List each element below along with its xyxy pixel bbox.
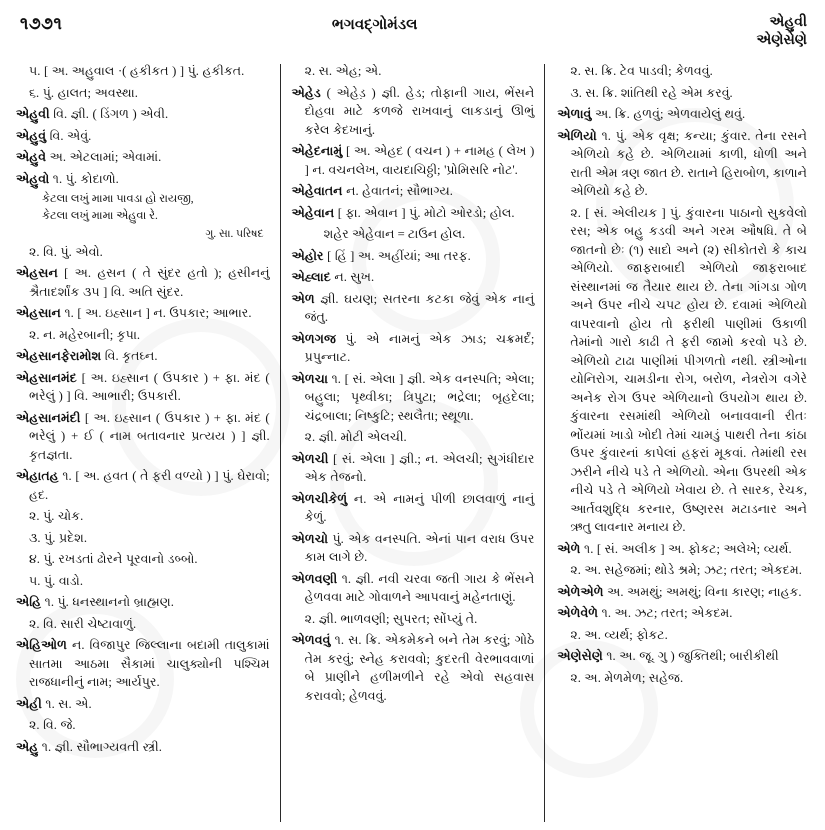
entry-sense: ૩. પું. પ્રદેશ. (29, 530, 88, 545)
dictionary-entry (557, 604, 807, 623)
dictionary-entry (16, 170, 270, 189)
entry-definition: ન. વિજાપુર જિલ્લાના બદામી તાલુકામાં સાતમા આઠમા સૈકામાં ચાલુક્યોની પશ્ચિમ રાજધાનીનું નામ; આર્યપુર. (29, 638, 270, 690)
entry-definition: અ. એટલામાં; એવામાં. (46, 150, 162, 164)
entry-headword: એહુવે (16, 150, 47, 164)
entry-headword: એળિયો (557, 128, 597, 143)
entry-headword: એહુવો (16, 171, 50, 186)
dictionary-entry (16, 467, 270, 504)
entry-headword: એળચીકેળું (291, 491, 348, 506)
entry-headword: એળચા (291, 371, 328, 386)
entry-definition: ૧. જ્ઞી. સૌભાગ્યવતી સ્ત્રી. (38, 739, 162, 754)
entry-headword: એહેવાતન (291, 184, 343, 198)
citation-source: ગુ. સા. પરિષદ (205, 228, 264, 241)
entry-headword: એહુ (16, 739, 39, 754)
entry-definition: અ. ક્રિ. હળવું; એળવાયેલું થવું. (591, 107, 746, 121)
entry-headword: એળે (557, 541, 581, 556)
entry-example: શહેર એહેવાન = ટાઉન હોલ. (323, 227, 466, 241)
dictionary-entry (292, 142, 535, 179)
dictionary-entry (16, 264, 270, 301)
dictionary-entry (557, 647, 807, 666)
entry-definition: ન. સુખ. (330, 270, 375, 284)
entry-definition: ૧. [ અ. ઇહ્સાન ] ન. ઉપકાર; આભાર. (60, 306, 252, 321)
entry-sense: ૨. જ્ઞી. ભાળવણી; સુપરત; સોંપ્યું તે. (304, 611, 478, 626)
dictionary-entry (16, 369, 270, 406)
dictionary-entry (16, 738, 270, 757)
entry-headword: એણેસેણે (557, 649, 603, 663)
entry-sense: ૨. સ. ક્રિ. ટેવ પાડવી; કેળવવું. (570, 64, 713, 78)
dictionary-entry (557, 583, 807, 602)
book-title: ભગવદ્ગોમંડલ (331, 17, 418, 33)
entry-sense: ૩. સ. ક્રિ. શાંતિથી રહે એમ કરવું. (570, 85, 733, 100)
entry-definition: ( એહેડ઼ ) જ્ઞી. હેડ; તોફાની ગાય, ભેંસને દોહવા માટે કળજે રાખવાનું લાકડાનું ઊભું કરેલ કેદખાનું. (304, 85, 535, 137)
entry-headword: એહુવી (16, 107, 50, 121)
entry-sense: ૨. વિ. સારી ચેષ્ટાવાળું. (29, 616, 137, 631)
folio-number: ૧૭૭૧ (20, 14, 63, 33)
entry-sense: ૨. ન. મહેરબાની; કૃપા. (29, 327, 141, 342)
entry-definition: ૧. અ. જૂ. ગુ ) જુક્તિથી; બારીકીથી (602, 649, 779, 663)
entry-sense: ૪. પું. રખડતાં ઢોરને પૂરવાનો ડબ્બો. (29, 552, 198, 567)
entry-definition: વિ. જ્ઞી. ( ડિંગળ ) એવી. (49, 107, 169, 121)
dictionary-entry (16, 695, 270, 714)
entry-definition: ૧. અ. ઝટ; તરત; એકદમ. (598, 606, 733, 620)
entry-sense: ૨. પું. ચોક. (29, 509, 84, 524)
entry-headword: એળ (291, 291, 315, 306)
dictionary-entry (292, 370, 535, 426)
dictionary-entry (292, 268, 535, 287)
dictionary-entry (16, 636, 270, 692)
entry-headword: એળચો (291, 531, 328, 546)
entry-definition: [ અ. એહદ ( વચન ) + નામહ ( લેખ ) ] ન. વચનલેખ, વાયદાચિઠ્ઠી; 'પ્રોમિસરિ નોટ'. (304, 144, 535, 177)
entry-definition: ૧. પું. એક વૃક્ષ; કન્યા; કુંવાર. તેના રસને એળિયો કહે છે. એળિયામાં કાળી, ધોળી અને રાતી એમ ત્રણ જાત છે. રાતાને હિરાબોળ, કાળાને એળિયો કહે છે. (570, 128, 807, 198)
entry-definition: [ અ. ઇહ્સાન ( ઉપકાર ) + ફા. મંદ ( ભરેલું ) + ઈ ( નામ બતાવનાર પ્રત્યય ) ] જ્ઞી. કૃતજ્ઞતા. (29, 410, 270, 462)
entry-definition: પું. એક વનસ્પતિ. એનાં પાન વરાધ ઉપર કામ લાગે છે. (304, 531, 535, 564)
dictionary-entry (16, 148, 270, 167)
dictionary-entry (292, 204, 535, 223)
entry-sense: ૨. અ. સહેજમાં; થોડે શ્રમે; ઝટ; તરત; એકદમ. (570, 563, 802, 577)
entry-definition: ન. એ નામનું પીળી છાલવાળું નાનું કેળું. (304, 491, 535, 524)
entry-headword: એહસાનમંદી (16, 410, 81, 425)
dictionary-entry (557, 540, 807, 559)
dictionary-entry (557, 105, 807, 124)
entry-sense: ૨. અ. વ્યર્થ; ફોકટ. (570, 627, 668, 642)
citation-line: કેટલા લખું મામા એહુવા રે. (42, 210, 158, 223)
entry-definition: [ હિં ] અ. અહીંયાં; આ તરફ. (323, 248, 471, 263)
entry-definition: ૧. [ અ. હવત ( તે ફરી વળ્યો ) ] પું. ઘેરાવો; હદ. (29, 469, 270, 502)
dictionary-entry (292, 570, 535, 607)
entry-headword: એહિ (16, 595, 42, 610)
entry-headword: એહેવાન (291, 205, 335, 220)
dictionary-entry (292, 450, 535, 487)
entry-definition: ૧. [ સં. એલા ] જ્ઞી. એક વનસ્પતિ; એલા; બહુલા; પૃથ્વીકા; ત્રિપુટા; ભદ્રેલા; બૃહદેલા; ચંદ્રબાલા; નિષ્કુટિ; સ્થલૈતા; સ્થૂળા. (304, 371, 535, 423)
guide-word-first: એહુવી (769, 15, 807, 30)
entry-definition: ૧. જ્ઞી. નવી ચરવા જતી ગાય કે ભેંસને હેળવવા માટે ગોવાળને આપવાનું મહેનતાણું. (304, 571, 535, 604)
dictionary-entry (292, 182, 535, 201)
text-column-1 (16, 62, 280, 824)
entry-definition: ન. હેવાતનં; સૌભાગ્ય. (342, 184, 453, 198)
entry-headword: એહેડ (291, 85, 321, 100)
dictionary-entry (292, 631, 535, 705)
entry-definition: અ. અમથું; અમથું; વિના કારણ; નાહક. (603, 584, 802, 599)
entry-headword: એહસાનફેરામોશ (16, 349, 102, 364)
text-column-3 (545, 62, 809, 824)
text-column-2 (281, 62, 545, 824)
running-head (16, 14, 809, 58)
entry-headword: એળચી (291, 451, 329, 466)
entry-definition: [ અ. ઇહ્સાન ( ઉપકાર ) + ફા. મંદ ( ભરેલું ) ] વિ. આભારી; ઉપકારી. (29, 370, 270, 404)
entry-definition: [ ફા. એવાન ] પું. મોટો ઓરડો; હોલ. (334, 205, 515, 220)
entry-headword: એહુવું (16, 128, 47, 143)
entry-sense: ૨. વિ. જે. (29, 718, 76, 733)
entry-definition: ૧. પું. ધનસ્થાનનો બ્રાહ્મણ. (41, 595, 174, 610)
dictionary-entry (292, 490, 535, 527)
citation-line: કેટલા લખું મામા પાવડા હો રાયજી, (42, 193, 194, 205)
entry-headword: એહેદનામું (291, 144, 343, 158)
dictionary-entry (16, 304, 270, 323)
guide-words (687, 14, 809, 49)
entry-definition: ૧. સ. એ. (41, 696, 92, 711)
entry-sense: ૨. અ. મેળમેળ; સહેજ. (570, 670, 684, 685)
entry-headword: એળાવું (557, 107, 592, 121)
entry-definition: વિ. કૃતઘ્ન. (101, 349, 158, 364)
entry-citation (16, 191, 270, 243)
entry-headword: એળેવેળે (557, 606, 599, 620)
entry-sense: ૨. જ્ઞી. મોટી એલચી. (304, 430, 407, 444)
entry-definition: [ સં. એલા ] જ્ઞી.; ન. એલચી; સુગંધીદાર એક તેજનો. (304, 451, 535, 484)
dictionary-entry (292, 330, 535, 367)
dictionary-entry (16, 593, 270, 612)
entry-sense: ૫. [ અ. અહુવાલ ·( હકીકત ) ] પું. હકીકત. (29, 64, 245, 78)
dictionary-entry (16, 105, 270, 124)
entry-sense: ૨. [ સં. એલીયક ] પું. કુંવારના પાઠાનો સુકવેલો રસ; એક બહુ કડવી અને ગરમ ઔષધિ. તે બે જાતનો છેઃ (૧) સાદો અને (૨) સીકોતરો કે કાચ એળિયો. જાફરાબાદી એળિયો જાફરાબાદ સંસ્થાનમાં જ તૈયાર થાય છે. તેના ગાંગડા ગોળ અને ઉપર નીચે ચપટ હોય છે. દવામાં એળિયો વાપરવાનો હોય તો ફરીથી પાણીમાં ઉકાળી તેમાંનો ગારો કાઢી તે ફરી જામો કરવો પડે છે. એળિયો ટાઢા પાણીમાં પીગળતો નથી. સ્ત્રીઓના યોનિરોગ, ચામડીના રોગ, બરોળ, નેત્રરોગ વગેરે અનેક રોગ ઉપર એળિયાનો ઉપયોગ થાય છે. કુંવારના રસમાંથી એળિયો બનાવવાની રીતઃ ભોંયમાં ખાડો ખોદી તેમાં ચામડું પાથરી તેના કાંઠા ઉપર કુંવારનાં કાપેલાં હફરાં મૂકવાં. તેમાંથી રસ ઝરીને નીચે પડે તે એળિયો. એના ઉપરથી એક નીચે પડે તે એળિયો ખેવાય છે. તે સારક, રેચક, આર્તવશુદ્ધિ કરનાર, ઉષ્ણરસ મટાડનાર અને ઋતુ લાવનાર મનાય છે. (570, 205, 807, 534)
entry-definition: ૧. સ. ક્રિ. એકમેકને બને તેમ કરવું; ગોઠે તેમ કરવું; સ્નેહ કરાવવો; કુદરતી વેરભાવવાળાં બે પ્રાણીને હળીમળીને રહે એવો સહવાસ કરાવવો; હેળવવું. (304, 633, 535, 703)
entry-headword: એહી (16, 696, 42, 711)
dictionary-entry (292, 247, 535, 266)
entry-definition: ૧. પું. કોદાળો. (49, 171, 119, 186)
dictionary-entry (16, 347, 270, 366)
dictionary-entry (292, 530, 535, 567)
entry-headword: એહોર (291, 248, 324, 263)
entry-headword: એહસાન (16, 306, 61, 321)
entry-sense: ૬. પું. હાલત; અવસ્થા. (29, 85, 138, 100)
entry-definition: પું. એ નામનું એક ઝાડ; ચક્રમર્દં; પ્રપુન્નાટ. (304, 331, 535, 364)
guide-word-last: એણેસેણે (756, 32, 807, 48)
entry-definition: [ અ. હસન ( તે સુંદર હતો ); હસીનનું શ્રૈતાદર્શાંક ૩૫ ] વિ. અતિ સુંદર. (29, 266, 270, 299)
entry-headword: એળવવું (291, 633, 331, 647)
entry-sense: ૨. વિ. પું. એવો. (29, 244, 103, 259)
dictionary-entry (292, 290, 535, 327)
entry-headword: એહાતહ (16, 469, 59, 484)
entry-headword: એહિઓળ (16, 638, 67, 653)
entry-sense: ૫. પું. વાડો. (29, 573, 83, 588)
entry-headword: એળેએળે (557, 584, 604, 599)
dictionary-entry (557, 127, 807, 201)
entry-headword: એહ્લાદ (291, 270, 331, 284)
entry-headword: એળવણી (291, 571, 338, 586)
column-container (16, 62, 809, 824)
entry-sense: ૨. સ. એહ; એ. (304, 64, 382, 78)
entry-definition: ૧. [ સં. અલીક ] અ. ફોકટ; અલેખે; વ્યર્થ. (580, 541, 792, 556)
entry-headword: એહસાનમંદ (16, 370, 77, 385)
dictionary-entry (16, 409, 270, 465)
entry-definition: વિ. એવું. (46, 128, 92, 143)
entry-definition: જ્ઞી. ઘયણ; સતરના કટકા જેવું એક નાનું જંતુ. (304, 291, 535, 324)
entry-headword: એહસન (16, 266, 58, 281)
entry-headword: એળગજ (291, 331, 336, 346)
dictionary-entry (16, 127, 270, 146)
dictionary-entry (292, 84, 535, 140)
